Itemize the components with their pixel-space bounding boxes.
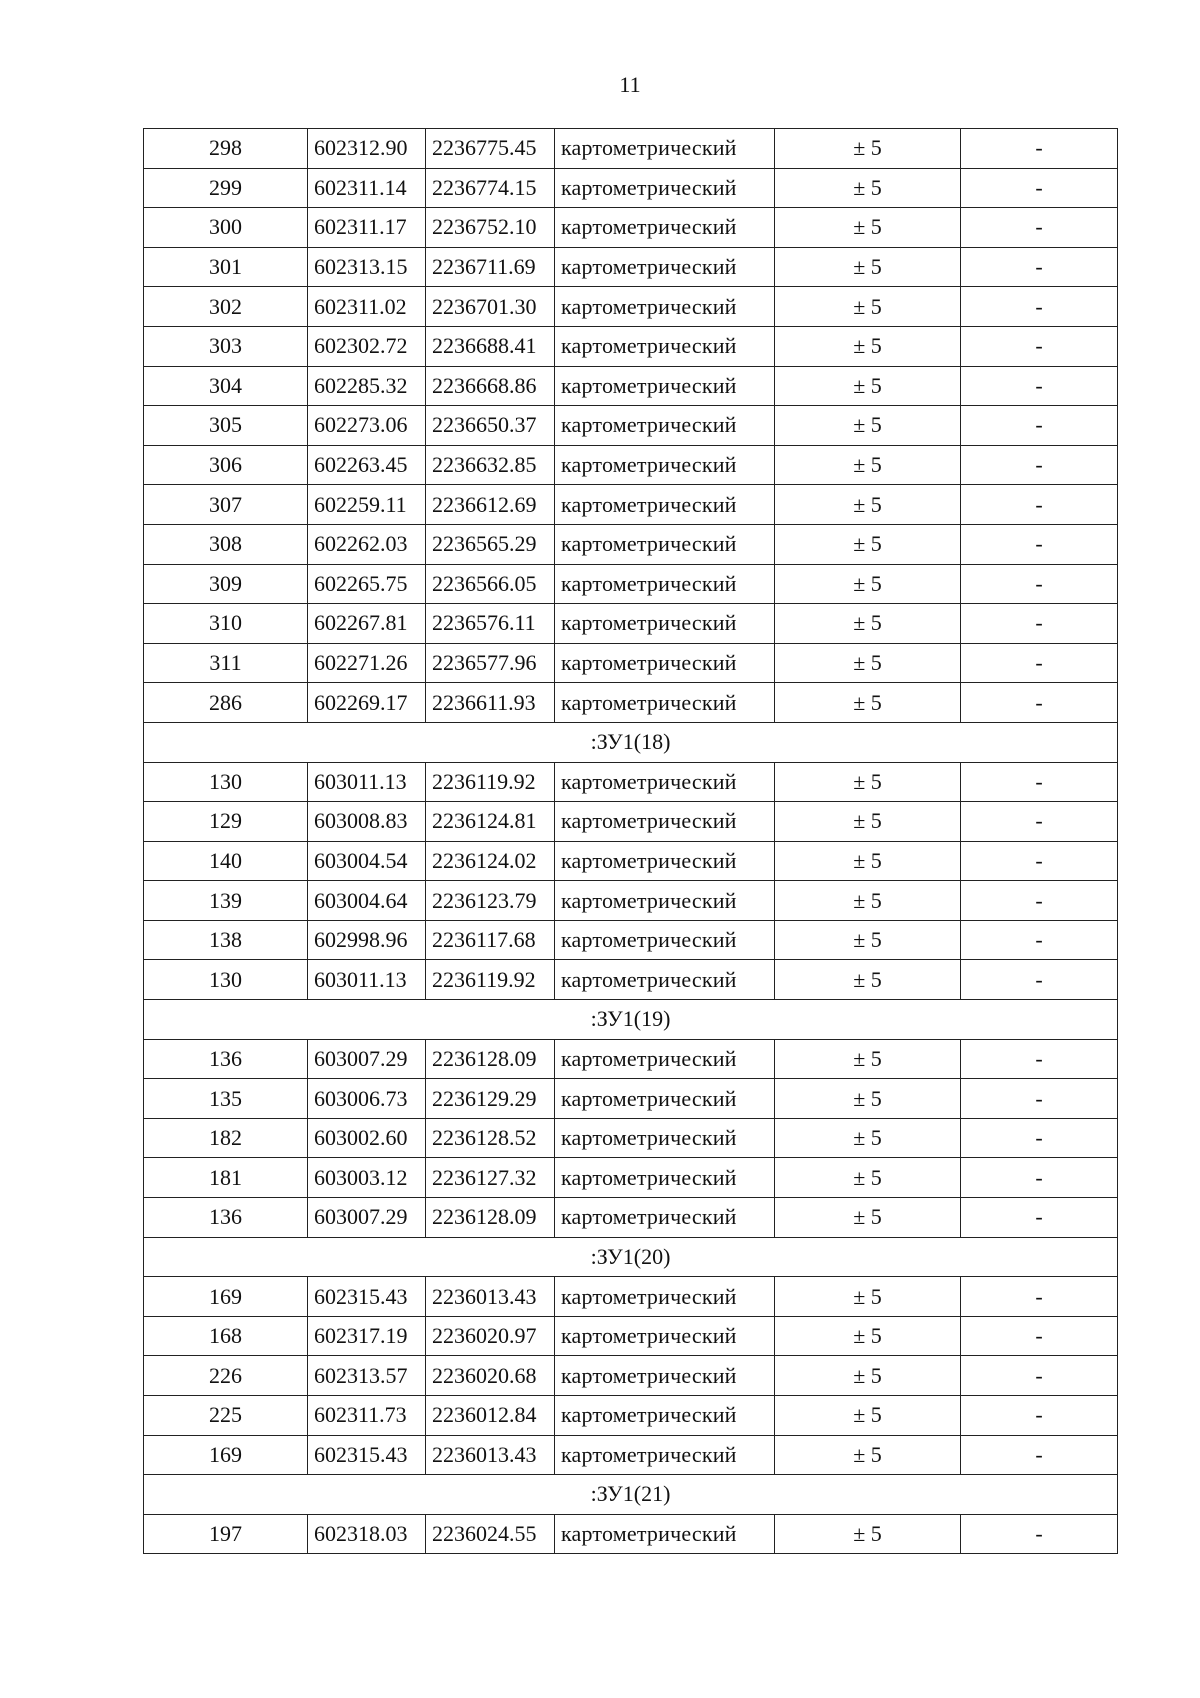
method-cell: картометрический [555, 1356, 775, 1396]
method-cell: картометрический [555, 1158, 775, 1198]
note-cell: - [961, 366, 1118, 406]
table-row [144, 960, 1118, 1000]
section-header-row [144, 722, 1118, 762]
point-number-cell: 225 [144, 1396, 308, 1436]
x-coordinate-cell: 603007.29 [308, 1039, 426, 1079]
table-row [144, 168, 1118, 208]
point-number-cell: 168 [144, 1316, 308, 1356]
section-header-row [144, 1237, 1118, 1277]
note-cell: - [961, 960, 1118, 1000]
x-coordinate-cell: 602318.03 [308, 1514, 426, 1554]
y-coordinate-cell: 2236127.32 [426, 1158, 555, 1198]
accuracy-cell: ± 5 [775, 445, 961, 485]
accuracy-cell: ± 5 [775, 1435, 961, 1475]
accuracy-cell: ± 5 [775, 564, 961, 604]
y-coordinate-cell: 2236632.85 [426, 445, 555, 485]
accuracy-cell: ± 5 [775, 683, 961, 723]
y-coordinate-cell: 2236650.37 [426, 406, 555, 446]
accuracy-cell: ± 5 [775, 841, 961, 881]
point-number-cell: 307 [144, 485, 308, 525]
accuracy-cell: ± 5 [775, 1118, 961, 1158]
method-cell: картометрический [555, 1118, 775, 1158]
table-row [144, 802, 1118, 842]
x-coordinate-cell: 603008.83 [308, 802, 426, 842]
method-cell: картометрический [555, 1198, 775, 1238]
x-coordinate-cell: 602317.19 [308, 1316, 426, 1356]
section-header-row [144, 1475, 1118, 1515]
y-coordinate-cell: 2236020.68 [426, 1356, 555, 1396]
method-cell: картометрический [555, 129, 775, 169]
y-coordinate-cell: 2236611.93 [426, 683, 555, 723]
point-number-cell: 309 [144, 564, 308, 604]
y-coordinate-cell: 2236013.43 [426, 1277, 555, 1317]
table-row [144, 129, 1118, 169]
point-number-cell: 130 [144, 960, 308, 1000]
table-row [144, 920, 1118, 960]
accuracy-cell: ± 5 [775, 762, 961, 802]
section-title: :ЗУ1(18) [144, 722, 1118, 762]
note-cell: - [961, 1277, 1118, 1317]
method-cell: картометрический [555, 1277, 775, 1317]
method-cell: картометрический [555, 1316, 775, 1356]
table-row [144, 208, 1118, 248]
x-coordinate-cell: 603011.13 [308, 960, 426, 1000]
point-number-cell: 310 [144, 604, 308, 644]
note-cell: - [961, 1079, 1118, 1119]
method-cell: картометрический [555, 406, 775, 446]
point-number-cell: 140 [144, 841, 308, 881]
x-coordinate-cell: 602311.17 [308, 208, 426, 248]
y-coordinate-cell: 2236775.45 [426, 129, 555, 169]
point-number-cell: 311 [144, 643, 308, 683]
y-coordinate-cell: 2236128.52 [426, 1118, 555, 1158]
point-number-cell: 169 [144, 1435, 308, 1475]
x-coordinate-cell: 602267.81 [308, 604, 426, 644]
point-number-cell: 181 [144, 1158, 308, 1198]
section-header-row [144, 1000, 1118, 1040]
accuracy-cell: ± 5 [775, 1198, 961, 1238]
table-row [144, 564, 1118, 604]
point-number-cell: 138 [144, 920, 308, 960]
point-number-cell: 129 [144, 802, 308, 842]
accuracy-cell: ± 5 [775, 524, 961, 564]
x-coordinate-cell: 602312.90 [308, 129, 426, 169]
accuracy-cell: ± 5 [775, 604, 961, 644]
note-cell: - [961, 1396, 1118, 1436]
method-cell: картометрический [555, 802, 775, 842]
point-number-cell: 139 [144, 881, 308, 921]
y-coordinate-cell: 2236123.79 [426, 881, 555, 921]
y-coordinate-cell: 2236577.96 [426, 643, 555, 683]
method-cell: картометрический [555, 920, 775, 960]
table-row [144, 445, 1118, 485]
note-cell: - [961, 683, 1118, 723]
method-cell: картометрический [555, 841, 775, 881]
y-coordinate-cell: 2236129.29 [426, 1079, 555, 1119]
x-coordinate-cell: 603003.12 [308, 1158, 426, 1198]
method-cell: картометрический [555, 1514, 775, 1554]
accuracy-cell: ± 5 [775, 1356, 961, 1396]
x-coordinate-cell: 603006.73 [308, 1079, 426, 1119]
note-cell: - [961, 1118, 1118, 1158]
point-number-cell: 305 [144, 406, 308, 446]
note-cell: - [961, 604, 1118, 644]
note-cell: - [961, 1039, 1118, 1079]
accuracy-cell: ± 5 [775, 643, 961, 683]
point-number-cell: 136 [144, 1039, 308, 1079]
accuracy-cell: ± 5 [775, 247, 961, 287]
x-coordinate-cell: 602259.11 [308, 485, 426, 525]
method-cell: картометрический [555, 326, 775, 366]
y-coordinate-cell: 2236020.97 [426, 1316, 555, 1356]
method-cell: картометрический [555, 643, 775, 683]
method-cell: картометрический [555, 247, 775, 287]
note-cell: - [961, 1435, 1118, 1475]
x-coordinate-cell: 602311.02 [308, 287, 426, 327]
method-cell: картометрический [555, 366, 775, 406]
x-coordinate-cell: 602311.14 [308, 168, 426, 208]
y-coordinate-cell: 2236119.92 [426, 762, 555, 802]
note-cell: - [961, 445, 1118, 485]
y-coordinate-cell: 2236711.69 [426, 247, 555, 287]
method-cell: картометрический [555, 564, 775, 604]
y-coordinate-cell: 2236024.55 [426, 1514, 555, 1554]
note-cell: - [961, 643, 1118, 683]
table-row [144, 326, 1118, 366]
x-coordinate-cell: 603007.29 [308, 1198, 426, 1238]
accuracy-cell: ± 5 [775, 406, 961, 446]
accuracy-cell: ± 5 [775, 802, 961, 842]
table-row [144, 1435, 1118, 1475]
accuracy-cell: ± 5 [775, 1316, 961, 1356]
accuracy-cell: ± 5 [775, 287, 961, 327]
table-row [144, 287, 1118, 327]
table-row [144, 762, 1118, 802]
note-cell: - [961, 1158, 1118, 1198]
note-cell: - [961, 564, 1118, 604]
note-cell: - [961, 762, 1118, 802]
x-coordinate-cell: 602265.75 [308, 564, 426, 604]
section-title: :ЗУ1(21) [144, 1475, 1118, 1515]
note-cell: - [961, 1198, 1118, 1238]
point-number-cell: 304 [144, 366, 308, 406]
point-number-cell: 298 [144, 129, 308, 169]
x-coordinate-cell: 603002.60 [308, 1118, 426, 1158]
y-coordinate-cell: 2236012.84 [426, 1396, 555, 1436]
x-coordinate-cell: 602263.45 [308, 445, 426, 485]
x-coordinate-cell: 602313.15 [308, 247, 426, 287]
note-cell: - [961, 1316, 1118, 1356]
x-coordinate-cell: 602302.72 [308, 326, 426, 366]
point-number-cell: 308 [144, 524, 308, 564]
accuracy-cell: ± 5 [775, 366, 961, 406]
accuracy-cell: ± 5 [775, 920, 961, 960]
x-coordinate-cell: 603004.54 [308, 841, 426, 881]
note-cell: - [961, 168, 1118, 208]
note-cell: - [961, 247, 1118, 287]
point-number-cell: 130 [144, 762, 308, 802]
note-cell: - [961, 485, 1118, 525]
accuracy-cell: ± 5 [775, 1514, 961, 1554]
y-coordinate-cell: 2236576.11 [426, 604, 555, 644]
section-title: :ЗУ1(19) [144, 1000, 1118, 1040]
accuracy-cell: ± 5 [775, 129, 961, 169]
table-row [144, 247, 1118, 287]
method-cell: картометрический [555, 208, 775, 248]
table-row [144, 841, 1118, 881]
note-cell: - [961, 208, 1118, 248]
note-cell: - [961, 129, 1118, 169]
accuracy-cell: ± 5 [775, 1079, 961, 1119]
point-number-cell: 136 [144, 1198, 308, 1238]
method-cell: картометрический [555, 287, 775, 327]
note-cell: - [961, 524, 1118, 564]
point-number-cell: 169 [144, 1277, 308, 1317]
y-coordinate-cell: 2236117.68 [426, 920, 555, 960]
accuracy-cell: ± 5 [775, 1039, 961, 1079]
x-coordinate-cell: 602273.06 [308, 406, 426, 446]
x-coordinate-cell: 603011.13 [308, 762, 426, 802]
method-cell: картометрический [555, 524, 775, 564]
table-row [144, 406, 1118, 446]
accuracy-cell: ± 5 [775, 881, 961, 921]
point-number-cell: 226 [144, 1356, 308, 1396]
x-coordinate-cell: 602315.43 [308, 1277, 426, 1317]
y-coordinate-cell: 2236565.29 [426, 524, 555, 564]
y-coordinate-cell: 2236119.92 [426, 960, 555, 1000]
accuracy-cell: ± 5 [775, 1158, 961, 1198]
table-row [144, 643, 1118, 683]
method-cell: картометрический [555, 1396, 775, 1436]
table-row [144, 1079, 1118, 1119]
y-coordinate-cell: 2236124.02 [426, 841, 555, 881]
table-row [144, 1198, 1118, 1238]
accuracy-cell: ± 5 [775, 485, 961, 525]
method-cell: картометрический [555, 1435, 775, 1475]
method-cell: картометрический [555, 683, 775, 723]
table-row [144, 1356, 1118, 1396]
accuracy-cell: ± 5 [775, 208, 961, 248]
y-coordinate-cell: 2236124.81 [426, 802, 555, 842]
point-number-cell: 286 [144, 683, 308, 723]
method-cell: картометрический [555, 168, 775, 208]
table-row [144, 366, 1118, 406]
y-coordinate-cell: 2236128.09 [426, 1198, 555, 1238]
table-row [144, 524, 1118, 564]
point-number-cell: 182 [144, 1118, 308, 1158]
table-row [144, 1396, 1118, 1436]
coordinates-table [143, 128, 1118, 1554]
method-cell: картометрический [555, 485, 775, 525]
table-row [144, 1158, 1118, 1198]
accuracy-cell: ± 5 [775, 1396, 961, 1436]
accuracy-cell: ± 5 [775, 326, 961, 366]
x-coordinate-cell: 602315.43 [308, 1435, 426, 1475]
section-title: :ЗУ1(20) [144, 1237, 1118, 1277]
table-row [144, 485, 1118, 525]
note-cell: - [961, 1356, 1118, 1396]
table-row [144, 604, 1118, 644]
point-number-cell: 300 [144, 208, 308, 248]
table-row [144, 1277, 1118, 1317]
note-cell: - [961, 920, 1118, 960]
table-row [144, 881, 1118, 921]
table-row [144, 1118, 1118, 1158]
note-cell: - [961, 326, 1118, 366]
y-coordinate-cell: 2236612.69 [426, 485, 555, 525]
method-cell: картометрический [555, 604, 775, 644]
method-cell: картометрический [555, 881, 775, 921]
y-coordinate-cell: 2236566.05 [426, 564, 555, 604]
note-cell: - [961, 841, 1118, 881]
y-coordinate-cell: 2236752.10 [426, 208, 555, 248]
table-row [144, 1514, 1118, 1554]
accuracy-cell: ± 5 [775, 1277, 961, 1317]
note-cell: - [961, 802, 1118, 842]
x-coordinate-cell: 602313.57 [308, 1356, 426, 1396]
accuracy-cell: ± 5 [775, 960, 961, 1000]
table-row [144, 1039, 1118, 1079]
table-row [144, 683, 1118, 723]
y-coordinate-cell: 2236774.15 [426, 168, 555, 208]
note-cell: - [961, 287, 1118, 327]
y-coordinate-cell: 2236688.41 [426, 326, 555, 366]
note-cell: - [961, 881, 1118, 921]
note-cell: - [961, 406, 1118, 446]
y-coordinate-cell: 2236668.86 [426, 366, 555, 406]
page-number: 11 [619, 72, 641, 97]
point-number-cell: 197 [144, 1514, 308, 1554]
method-cell: картометрический [555, 1079, 775, 1119]
x-coordinate-cell: 602269.17 [308, 683, 426, 723]
x-coordinate-cell: 603004.64 [308, 881, 426, 921]
x-coordinate-cell: 602285.32 [308, 366, 426, 406]
x-coordinate-cell: 602271.26 [308, 643, 426, 683]
accuracy-cell: ± 5 [775, 168, 961, 208]
note-cell: - [961, 1514, 1118, 1554]
x-coordinate-cell: 602311.73 [308, 1396, 426, 1436]
y-coordinate-cell: 2236013.43 [426, 1435, 555, 1475]
x-coordinate-cell: 602998.96 [308, 920, 426, 960]
x-coordinate-cell: 602262.03 [308, 524, 426, 564]
point-number-cell: 299 [144, 168, 308, 208]
method-cell: картометрический [555, 960, 775, 1000]
table-row [144, 1316, 1118, 1356]
y-coordinate-cell: 2236128.09 [426, 1039, 555, 1079]
point-number-cell: 135 [144, 1079, 308, 1119]
point-number-cell: 302 [144, 287, 308, 327]
point-number-cell: 303 [144, 326, 308, 366]
y-coordinate-cell: 2236701.30 [426, 287, 555, 327]
method-cell: картометрический [555, 445, 775, 485]
point-number-cell: 301 [144, 247, 308, 287]
method-cell: картометрический [555, 762, 775, 802]
point-number-cell: 306 [144, 445, 308, 485]
method-cell: картометрический [555, 1039, 775, 1079]
